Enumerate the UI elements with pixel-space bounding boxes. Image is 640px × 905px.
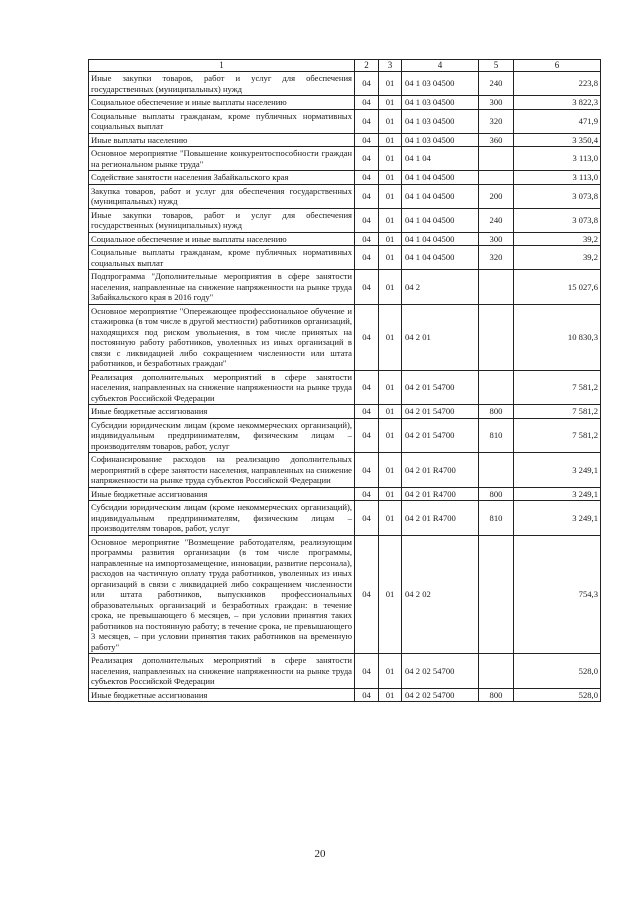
- cell-csr: 04 1 04 04500: [402, 184, 479, 208]
- cell-vr: 810: [479, 418, 514, 453]
- cell-name: Софинансирование расходов на реализацию дополнительных мероприятий в сфере занятости населения, направленных на снижение напряженности на рынке труда субъектов Российской Федерации: [89, 453, 355, 488]
- cell-csr: 04 1 03 04500: [402, 72, 479, 96]
- table-row: [89, 405, 601, 419]
- cell-sum: 10 830,3: [514, 304, 601, 370]
- cell-name: Закупка товаров, работ и услуг для обеспечения государственных (муниципальных) нужд: [89, 184, 355, 208]
- cell-name: Социальные выплаты гражданам, кроме публичных нормативных социальных выплат: [89, 246, 355, 270]
- cell-csr: 04 2 02 54700: [402, 688, 479, 702]
- cell-vr: [479, 535, 514, 654]
- cell-csr: 04 1 04 04500: [402, 171, 479, 185]
- cell-vr: [479, 270, 514, 305]
- cell-name: Основное мероприятие "Опережающее профессиональное обучение и стажировка (в том числе в другой местности) работников организаций, находящихся под риском увольнения, в том числе принятых на постоянную работу работников, уволенных из иных организаций в связи с ликвидацией либо сокращением численности или штата работников, и безработных граждан": [89, 304, 355, 370]
- cell-name: Иные закупки товаров, работ и услуг для обеспечения государственных (муниципальных) нужд: [89, 72, 355, 96]
- cell-name: Содействие занятости населения Забайкальского края: [89, 171, 355, 185]
- cell-sum: 3 822,3: [514, 96, 601, 110]
- cell-name: Подпрограмма "Дополнительные мероприятия в сфере занятости населения, направленные на снижение напряженности на рынке труда Забайкальского края в 2016 году": [89, 270, 355, 305]
- cell-csr: 04 2: [402, 270, 479, 305]
- cell-rz: 04: [355, 208, 379, 232]
- cell-vr: [479, 304, 514, 370]
- cell-rz: 04: [355, 405, 379, 419]
- cell-sum: 223,8: [514, 72, 601, 96]
- cell-pr: 01: [379, 453, 402, 488]
- cell-name: Субсидии юридическим лицам (кроме некоммерческих организаций), индивидуальным предпринимателям, физическим лицам – производителям товаров, работ, услуг: [89, 501, 355, 536]
- cell-vr: 300: [479, 232, 514, 246]
- cell-csr: 04 2 01 54700: [402, 370, 479, 405]
- cell-pr: 01: [379, 96, 402, 110]
- cell-vr: [479, 453, 514, 488]
- table-row: [89, 96, 601, 110]
- cell-name: Социальные выплаты гражданам, кроме публичных нормативных социальных выплат: [89, 109, 355, 133]
- table-body: [89, 72, 601, 702]
- cell-sum: 471,9: [514, 109, 601, 133]
- cell-name: Иные бюджетные ассигнования: [89, 487, 355, 501]
- cell-vr: 800: [479, 405, 514, 419]
- cell-rz: 04: [355, 270, 379, 305]
- cell-rz: 04: [355, 487, 379, 501]
- cell-vr: 800: [479, 688, 514, 702]
- header-col-3: 3: [379, 60, 402, 72]
- cell-csr: 04 1 04 04500: [402, 208, 479, 232]
- cell-csr: 04 2 02: [402, 535, 479, 654]
- table-row: [89, 232, 601, 246]
- cell-vr: [479, 654, 514, 689]
- cell-rz: 04: [355, 535, 379, 654]
- cell-vr: [479, 370, 514, 405]
- cell-pr: 01: [379, 171, 402, 185]
- cell-pr: 01: [379, 246, 402, 270]
- cell-vr: 320: [479, 246, 514, 270]
- cell-pr: 01: [379, 370, 402, 405]
- cell-pr: 01: [379, 208, 402, 232]
- cell-pr: 01: [379, 109, 402, 133]
- cell-sum: 39,2: [514, 246, 601, 270]
- header-col-4: 4: [402, 60, 479, 72]
- cell-csr: 04 2 01 R4700: [402, 501, 479, 536]
- table-row: [89, 304, 601, 370]
- table-row: [89, 246, 601, 270]
- cell-sum: 7 581,2: [514, 405, 601, 419]
- cell-vr: 240: [479, 72, 514, 96]
- cell-sum: 7 581,2: [514, 370, 601, 405]
- table-row: [89, 109, 601, 133]
- cell-csr: 04 2 01 R4700: [402, 453, 479, 488]
- table-row: [89, 133, 601, 147]
- cell-rz: 04: [355, 96, 379, 110]
- table-row: [89, 501, 601, 536]
- cell-csr: 04 2 01 54700: [402, 405, 479, 419]
- cell-name: Субсидии юридическим лицам (кроме некоммерческих организаций), индивидуальным предпринимателям, физическим лицам – производителям товаров, работ, услуг: [89, 418, 355, 453]
- cell-sum: 3 113,0: [514, 147, 601, 171]
- cell-name: Социальное обеспечение и иные выплаты населению: [89, 96, 355, 110]
- cell-sum: 754,3: [514, 535, 601, 654]
- cell-csr: 04 1 04 04500: [402, 246, 479, 270]
- header-col-2: 2: [355, 60, 379, 72]
- table-row: [89, 453, 601, 488]
- table-row: [89, 171, 601, 185]
- cell-name: Основное мероприятие "Возмещение работодателям, реализующим программы развития организации (в том числе программы, направленные на импортозамещение, инновации, развитие персонала), расходов на частичную оплату труда работников, уволенных из иных организаций в связи с ликвидацией либо сокращением численности или штата работников, выпускников профессиональных образовательных организаций и безработных граждан: в течение срока, не превышающего 6 месяцев, – при условии принятия таких работников на постоянную работу; в течение срока, не превышающего 3 месяцев, – при условии принятия таких работников на временную работу": [89, 535, 355, 654]
- cell-csr: 04 1 03 04500: [402, 133, 479, 147]
- cell-sum: 3 113,0: [514, 171, 601, 185]
- cell-vr: 320: [479, 109, 514, 133]
- cell-vr: 300: [479, 96, 514, 110]
- header-row: [89, 60, 601, 72]
- cell-csr: 04 2 01 R4700: [402, 487, 479, 501]
- table-row: [89, 72, 601, 96]
- cell-pr: 01: [379, 501, 402, 536]
- cell-rz: 04: [355, 654, 379, 689]
- table-row: [89, 147, 601, 171]
- cell-sum: 3 249,1: [514, 453, 601, 488]
- header-col-6: 6: [514, 60, 601, 72]
- table-row: [89, 184, 601, 208]
- cell-pr: 01: [379, 184, 402, 208]
- cell-pr: 01: [379, 487, 402, 501]
- cell-rz: 04: [355, 171, 379, 185]
- cell-sum: 3 073,8: [514, 208, 601, 232]
- cell-pr: 01: [379, 147, 402, 171]
- cell-sum: 3 350,4: [514, 133, 601, 147]
- cell-pr: 01: [379, 405, 402, 419]
- cell-name: Социальное обеспечение и иные выплаты населению: [89, 232, 355, 246]
- cell-csr: 04 1 04 04500: [402, 232, 479, 246]
- cell-name: Иные бюджетные ассигнования: [89, 688, 355, 702]
- cell-rz: 04: [355, 133, 379, 147]
- cell-sum: 3 073,8: [514, 184, 601, 208]
- cell-csr: 04 1 04: [402, 147, 479, 171]
- cell-rz: 04: [355, 147, 379, 171]
- cell-vr: 360: [479, 133, 514, 147]
- cell-pr: 01: [379, 535, 402, 654]
- header-col-1: 1: [89, 60, 355, 72]
- cell-rz: 04: [355, 688, 379, 702]
- cell-rz: 04: [355, 501, 379, 536]
- table-row: [89, 208, 601, 232]
- cell-name: Иные выплаты населению: [89, 133, 355, 147]
- table-row: [89, 370, 601, 405]
- cell-rz: 04: [355, 304, 379, 370]
- cell-rz: 04: [355, 418, 379, 453]
- cell-sum: 3 249,1: [514, 487, 601, 501]
- cell-sum: 528,0: [514, 688, 601, 702]
- cell-vr: [479, 147, 514, 171]
- cell-pr: 01: [379, 133, 402, 147]
- header-col-5: 5: [479, 60, 514, 72]
- cell-rz: 04: [355, 109, 379, 133]
- cell-csr: 04 2 01: [402, 304, 479, 370]
- cell-vr: [479, 171, 514, 185]
- cell-csr: 04 1 03 04500: [402, 96, 479, 110]
- budget-table: [88, 59, 601, 702]
- cell-csr: 04 2 02 54700: [402, 654, 479, 689]
- cell-vr: 240: [479, 208, 514, 232]
- cell-sum: 3 249,1: [514, 501, 601, 536]
- cell-vr: 200: [479, 184, 514, 208]
- cell-pr: 01: [379, 304, 402, 370]
- cell-vr: 800: [479, 487, 514, 501]
- table-row: [89, 535, 601, 654]
- cell-rz: 04: [355, 370, 379, 405]
- cell-name: Реализация дополнительных мероприятий в сфере занятости населения, направленных на снижение напряженности на рынке труда субъектов Российской Федерации: [89, 654, 355, 689]
- cell-sum: 7 581,2: [514, 418, 601, 453]
- page-number: 20: [314, 848, 326, 860]
- cell-name: Основное мероприятие "Повышение конкурентоспособности граждан на региональном рынке труда": [89, 147, 355, 171]
- cell-rz: 04: [355, 453, 379, 488]
- cell-pr: 01: [379, 654, 402, 689]
- cell-name: Иные закупки товаров, работ и услуг для обеспечения государственных (муниципальных) нужд: [89, 208, 355, 232]
- cell-pr: 01: [379, 232, 402, 246]
- cell-name: Иные бюджетные ассигнования: [89, 405, 355, 419]
- cell-rz: 04: [355, 72, 379, 96]
- table-row: [89, 487, 601, 501]
- cell-pr: 01: [379, 688, 402, 702]
- cell-csr: 04 1 03 04500: [402, 109, 479, 133]
- cell-rz: 04: [355, 184, 379, 208]
- cell-rz: 04: [355, 246, 379, 270]
- cell-sum: 39,2: [514, 232, 601, 246]
- cell-rz: 04: [355, 232, 379, 246]
- table-row: [89, 688, 601, 702]
- cell-name: Реализация дополнительных мероприятий в сфере занятости населения, направленных на снижение напряженности на рынке труда субъектов Российской Федерации: [89, 370, 355, 405]
- table-row: [89, 418, 601, 453]
- cell-pr: 01: [379, 270, 402, 305]
- cell-vr: 810: [479, 501, 514, 536]
- cell-sum: 528,0: [514, 654, 601, 689]
- cell-pr: 01: [379, 72, 402, 96]
- table-row: [89, 270, 601, 305]
- cell-sum: 15 027,6: [514, 270, 601, 305]
- table-row: [89, 654, 601, 689]
- cell-pr: 01: [379, 418, 402, 453]
- cell-csr: 04 2 01 54700: [402, 418, 479, 453]
